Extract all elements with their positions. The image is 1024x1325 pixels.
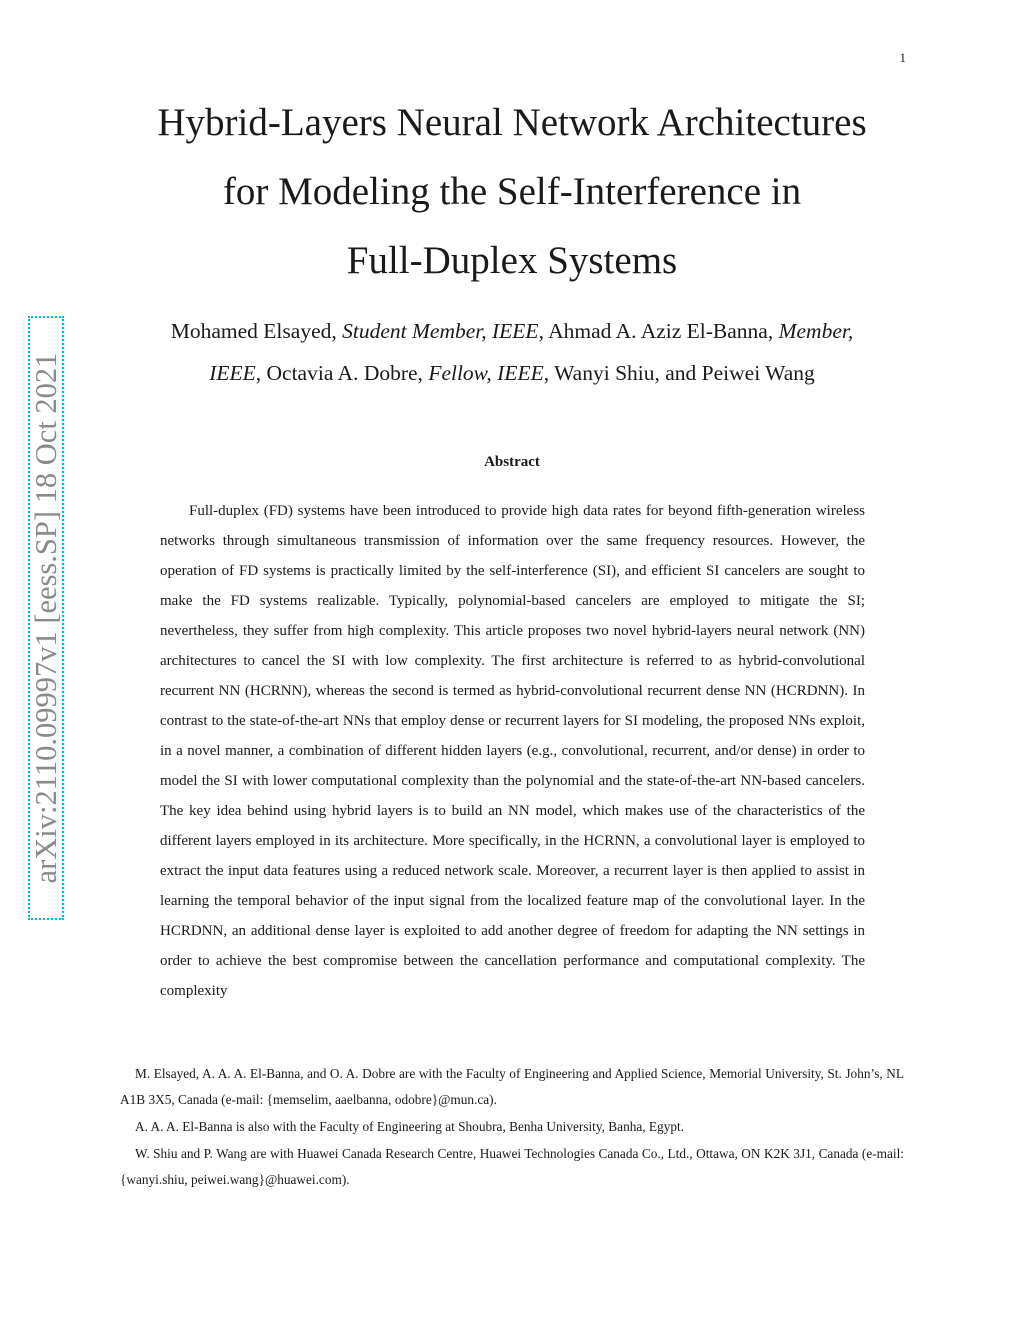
author-line xyxy=(100,310,924,352)
title-line: Hybrid-Layers Neural Network Architectures xyxy=(157,101,867,144)
footnote: W. Shiu and P. Wang are with Huawei Canada Research Centre, Huawei Technologies Canada Co., Ltd., Ottawa, ON K2K 3J1, Canada (e-mail: {wanyi.shiu, peiwei.wang}@huawei.com). xyxy=(120,1146,904,1187)
footnote: M. Elsayed, A. A. A. El-Banna, and O. A. Dobre are with the Faculty of Engineering and Applied Science, Memorial University, St. John’s, NL A1B 3X5, Canada (e-mail: {memselim, aaelbanna, odobre}@mun.ca). xyxy=(120,1066,904,1107)
title-line: for Modeling the Self-Interference in xyxy=(222,170,802,213)
author-role: Member, xyxy=(778,319,854,343)
author-role: IEEE xyxy=(209,361,256,385)
footnotes xyxy=(120,1061,904,1194)
paper-title xyxy=(110,88,914,295)
author-role: Student Member, IEEE xyxy=(342,319,539,343)
author-name: , Ahmad A. Aziz El-Banna, xyxy=(538,319,774,343)
arxiv-identifier: arXiv:2110.09997v1 [eess.SP] 18 Oct 2021 xyxy=(29,352,63,884)
author-name: , Octavia A. Dobre, xyxy=(255,361,423,385)
abstract-text: Full-duplex (FD) systems have been introduced to provide high data rates for beyond fifth-generation wireless networks through simultaneous transmission of information over the same frequency resources. However, the operation of FD systems is practically limited by the self-interference (SI), and efficient SI cancelers are sought to make the FD systems realizable. Typically, polynomial-based cancelers are employed to mitigate the SI; nevertheless, they suffer from high complexity. This article proposes two novel hybrid-layers neural network (NN) architectures to cancel the SI with low complexity. The first architecture is referred to as hybrid-convolutional recurrent NN (HCRNN), whereas the second is termed as hybrid-convolutional recurrent dense NN (HCRDNN). In contrast to the state-of-the-art NNs that employ dense or recurrent layers for SI modeling, the proposed NNs exploit, in a novel manner, a combination of different hidden layers (e.g., convolutional, recurrent, and/or dense) in order to model the SI with lower computational complexity than the polynomial and the state-of-the-art NN-based cancelers. The key idea behind using hybrid layers is to build an NN model, which makes use of the characteristics of the different layers employed in its architecture. More specifically, in the HCRNN, a convolutional layer is employed to extract the input data features using a reduced network scale. Moreover, a recurrent layer is then applied to assist in learning the temporal behavior of the input signal from the localized feature map of the convolutional layer. In the HCRDNN, an additional dense layer is exploited to add another degree of freedom for adapting the NN settings in order to achieve the best compromise between the cancellation performance and computational complexity. The complexity xyxy=(160,503,865,999)
title-line: Full-Duplex Systems xyxy=(346,239,678,282)
abstract-heading: Abstract xyxy=(484,454,540,470)
page-number: 1 xyxy=(899,50,906,65)
footnote: A. A. A. El-Banna is also with the Faculty of Engineering at Shoubra, Benha University, Banha, Egypt. xyxy=(135,1119,685,1134)
author-name: , Wanyi Shiu, and Peiwei Wang xyxy=(543,361,815,385)
author-list xyxy=(100,310,924,394)
author-line xyxy=(100,352,924,394)
author-name: Mohamed Elsayed, xyxy=(170,319,337,343)
author-role: Fellow, IEEE xyxy=(428,361,544,385)
